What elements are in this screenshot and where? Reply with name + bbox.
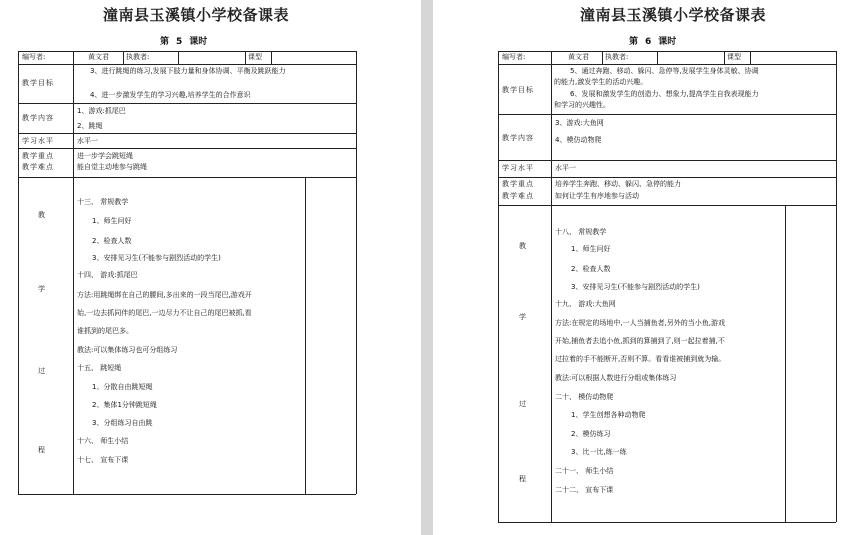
process-line: 二十二、 宣布下课 [555,486,614,494]
table-rule [18,64,356,65]
process-line: 方法:在规定的场地中,一人当捕鱼者,另外的当小鱼,游戏 [555,319,726,327]
process-line: 1、师生问好 [92,217,132,225]
process-label-char: 学 [519,313,526,321]
writer-value: 黄文君 [568,53,589,61]
process-line: 3、比一比,练一练 [571,448,627,456]
key-point-value: 进一步学会跳短绳 [77,152,133,160]
objectives-label: 教学目标 [502,86,534,94]
table-column-rule [657,51,658,64]
key-point-label: 教学重点 [22,152,54,160]
content-label: 教学内容 [22,114,54,122]
table-border-left [18,51,19,494]
table-column-rule [785,205,786,522]
writer-value: 黄文君 [88,53,109,61]
process-label-char: 程 [519,475,526,483]
process-label-char: 程 [38,446,45,454]
table-border-bottom [18,494,356,495]
table-column-rule [551,51,552,522]
process-line: 2、检查人数 [92,237,132,245]
process-line: 过拉着的手不能断开,否则不算。看看谁被捕到就为输。 [555,355,726,363]
process-line: 1、学生创想各种动物爬 [571,411,646,419]
table-border-top [18,51,356,52]
writer-label: 编写者: [22,53,46,61]
document-page-lesson-5 [0,0,421,535]
level-value: 水平一 [77,137,98,145]
difficulty-label: 教学难点 [22,163,54,171]
process-line: 2、模仿练习 [571,430,611,438]
table-column-rule [178,51,179,64]
table-column-rule [123,51,124,64]
lesson-number-heading [160,34,207,47]
level-label: 学习水平 [22,137,54,145]
objective-line: 4、进一步激发学生的学习兴趣,培养学生的合作意识 [90,91,251,99]
page-title: 潼南县玉溪镇小学校备课表 [103,6,290,24]
process-line: 教法:可以集体练习也可分组练习 [77,346,178,354]
process-line: 3、分组练习自由跳 [92,419,153,427]
difficulty-value: 如何让学生有序地参与活动 [555,192,639,200]
table-column-rule [245,51,246,64]
process-line: 二十、 模仿动物爬 [555,393,614,401]
process-line: 方法:用跳绳绑在自己的腰间,多出来的一段当尾巴,游戏开 [77,291,252,299]
key-point-label: 教学重点 [502,180,534,188]
process-line: 3、安排见习生(不能参与剧烈活动的学生) [571,283,700,291]
process-line: 开始,捕鱼者去追小鱼,抓到的算捕到了,则一起拉着捕,不 [555,337,725,345]
teacher-label: 执教者: [605,53,629,61]
process-line: 十六、 师生小结 [77,437,129,445]
process-line: 十四、 游戏:抓尾巴 [77,271,138,279]
objective-line: 3、进行跳绳的练习,发展下肢力量和身体协调、平衡及跳跃能力 [90,67,286,75]
lesson-number: 6 [645,37,652,47]
page-title: 潼南县玉溪镇小学校备课表 [580,6,767,24]
lesson-suffix: 课时 [189,37,208,47]
content-label: 教学内容 [502,134,534,142]
type-label: 课型 [727,53,741,61]
process-line: 1、师生问好 [571,245,611,253]
process-label-char: 教 [38,211,45,219]
lesson-suffix: 课时 [658,37,677,47]
table-rule [18,103,356,104]
process-line: 教法:可以根据人数进行分组或集体练习 [555,374,677,382]
writer-label: 编写者: [502,53,526,61]
process-line: 二十一、 师生小结 [555,467,614,475]
objective-line: 的能力,激发学生的活动兴趣。 [554,78,648,86]
table-rule [498,64,836,65]
process-line: 十九、 游戏:大鱼网 [555,300,616,308]
process-line: 十三、 常规教学 [77,198,129,206]
teacher-label: 执教者: [126,53,150,61]
lesson-number: 5 [176,37,183,47]
content-line: 2、跳绳 [77,122,103,130]
table-column-rule [724,51,725,64]
process-line: 2、检查人数 [571,265,611,273]
difficulty-label: 教学难点 [502,192,534,200]
objectives-label: 教学目标 [22,79,54,87]
table-rule [18,148,356,149]
process-label-char: 过 [519,400,526,408]
lesson-number-heading [629,34,676,47]
content-line: 1、游戏:抓尾巴 [77,107,126,115]
process-line: 十五、 跳短绳 [77,364,122,372]
document-page-lesson-6 [433,0,853,535]
process-line: 3、安排见习生(不能参与剧烈活动的学生) [92,254,221,262]
table-border-right [836,51,837,522]
table-column-rule [750,51,751,64]
table-column-rule [305,177,306,494]
table-border-bottom [498,522,836,523]
table-border-right [356,51,357,494]
table-rule [498,114,836,115]
table-border-left [498,51,499,522]
process-line: 谁抓到的尾巴多。 [77,327,133,335]
content-line: 3、游戏:大鱼网 [555,119,604,127]
type-label: 课型 [248,53,262,61]
table-column-rule [73,51,74,494]
process-line: 始,一边去抓同伴的尾巴,一边尽力不让自己的尾巴被抓,看 [77,309,252,317]
process-line: 十八、 常规教学 [555,228,607,236]
content-line: 4、模仿动物爬 [555,136,602,144]
objective-line: 和学习的兴趣性。 [554,101,610,109]
table-rule [498,177,836,178]
process-line: 2、集体1分钟跳短绳 [92,401,157,409]
page-gap [421,0,433,535]
process-line: 1、分散自由跳短绳 [92,383,153,391]
level-value: 水平一 [555,164,576,172]
process-label-char: 学 [38,285,45,293]
difficulty-value: 能自觉主动地参与跳绳 [77,163,147,171]
objective-line: 6、发展和激发学生的创造力、想象力,提高学生自我表现能力 [570,90,759,98]
process-label-char: 教 [519,242,526,250]
table-column-rule [271,51,272,64]
process-label-char: 过 [38,367,45,375]
lesson-prefix: 第 [160,37,170,47]
table-rule [18,133,356,134]
level-label: 学习水平 [502,164,534,172]
key-point-value: 培养学生奔跑、移动、躲闪、急停的能力 [555,180,681,188]
lesson-prefix: 第 [629,37,639,47]
objective-line: 5、通过奔跑、移动、躲闪、急停等,发展学生身体灵敏、协调 [570,67,759,75]
table-column-rule [602,51,603,64]
process-line: 十七、 宣布下课 [77,456,129,464]
table-border-top [498,51,836,52]
table-rule [498,160,836,161]
